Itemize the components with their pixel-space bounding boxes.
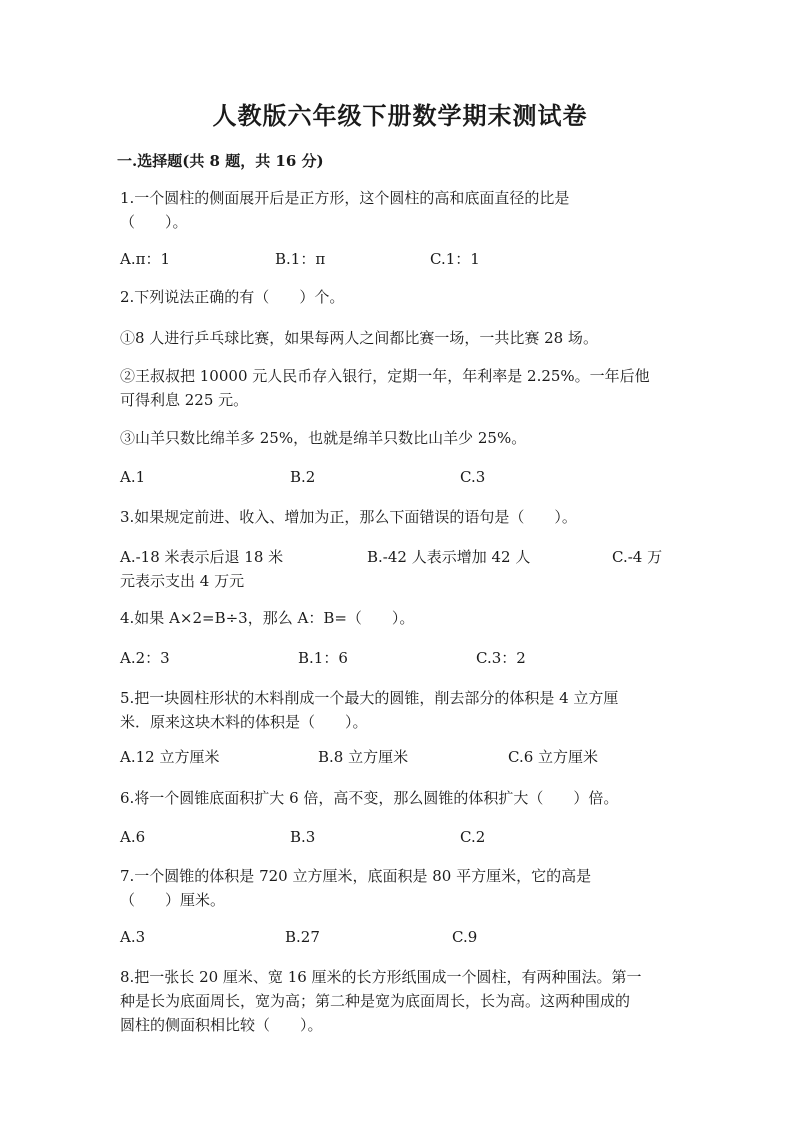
statement-2-line-2: 可得利息 225 元。 — [120, 391, 249, 409]
question-1 — [120, 186, 680, 234]
question-1-option-b: B.1：π — [275, 250, 326, 268]
question-2-stem: 2.下列说法正确的有（ ）个。 — [120, 288, 345, 306]
question-6-option-a: A.6 — [120, 828, 146, 846]
question-8-line-3: 圆柱的侧面积相比较（ ）。 — [120, 1016, 323, 1034]
question-4-option-b: B.1：6 — [298, 649, 348, 667]
question-7 — [120, 864, 680, 912]
question-2-option-a: A.1 — [120, 468, 146, 486]
statement-1-line-1: ①8 人进行乒乓球比赛，如果每两人之间都比赛一场，一共比赛 28 场。 — [120, 329, 598, 347]
question-5-option-c: C.6 立方厘米 — [508, 748, 599, 766]
question-8 — [120, 965, 680, 1037]
question-8-line-2: 种是长为底面周长，宽为高；第二种是宽为底面周长，长为高。这两种围成的 — [120, 992, 631, 1010]
question-3-option-c-continued: 元表示支出 4 万元 — [120, 572, 245, 590]
question-3 — [120, 505, 680, 529]
question-5-option-a: A.12 立方厘米 — [120, 748, 220, 766]
statement-2-line-1: ②王叔叔把 10000 元人民币存入银行，定期一年，年利率是 2.25%。一年后他 — [120, 367, 650, 385]
question-2-statement-3 — [120, 426, 680, 450]
question-5-option-b: B.8 立方厘米 — [318, 748, 409, 766]
question-7-line-1: 7.一个圆锥的体积是 720 立方厘米，底面积是 80 平方厘米，它的高是 — [120, 867, 592, 885]
question-4 — [120, 606, 680, 630]
question-2-option-c: C.3 — [460, 468, 486, 486]
question-3-option-b: B.-42 人表示增加 42 人 — [367, 548, 531, 566]
question-6 — [120, 786, 680, 810]
question-3-stem: 3.如果规定前进、收入、增加为正，那么下面错误的语句是（ ）。 — [120, 508, 577, 526]
question-8-line-1: 8.把一张长 20 厘米、宽 16 厘米的长方形纸围成一个圆柱，有两种围法。第一 — [120, 968, 642, 986]
question-7-line-2: （ ）厘米。 — [120, 891, 226, 909]
question-2-statement-1 — [120, 326, 680, 350]
question-6-stem: 6.将一个圆锥底面积扩大 6 倍，高不变，那么圆锥的体积扩大（ ）倍。 — [120, 789, 619, 807]
question-1-option-a: A.π：1 — [120, 250, 171, 268]
question-5-line-2: 米．原来这块木料的体积是（ ）。 — [120, 713, 368, 731]
question-5 — [120, 686, 680, 734]
question-1-option-c: C.1：1 — [430, 250, 480, 268]
question-2 — [120, 285, 680, 309]
question-7-option-b: B.27 — [285, 928, 320, 946]
question-7-option-c: C.9 — [452, 928, 478, 946]
question-4-option-a: A.2：3 — [120, 649, 170, 667]
question-1-line-2: （ ）。 — [120, 213, 188, 231]
question-3-option-a: A.-18 米表示后退 18 米 — [120, 548, 284, 566]
question-7-option-a: A.3 — [120, 928, 146, 946]
question-1-line-1: 1.一个圆柱的侧面展开后是正方形，这个圆柱的高和底面直径的比是 — [120, 189, 570, 207]
statement-3-line-1: ③山羊只数比绵羊多 25%，也就是绵羊只数比山羊少 25%。 — [120, 429, 527, 447]
page-title: 人教版六年级下册数学期末测试卷 — [212, 101, 588, 130]
question-4-option-c: C.3：2 — [476, 649, 526, 667]
question-2-option-b: B.2 — [290, 468, 316, 486]
question-6-option-b: B.3 — [290, 828, 316, 846]
question-2-statement-2 — [120, 364, 680, 412]
question-6-option-c: C.2 — [460, 828, 486, 846]
question-5-line-1: 5.把一块圆柱形状的木料削成一个最大的圆锥，削去部分的体积是 4 立方厘 — [120, 689, 619, 707]
question-4-stem: 4.如果 A×2=B÷3，那么 A：B=（ ）。 — [120, 609, 415, 627]
question-3-option-c: C.-4 万 — [612, 548, 663, 566]
section-heading-multiple-choice: 一.选择题(共 8 题，共 16 分) — [117, 152, 324, 170]
